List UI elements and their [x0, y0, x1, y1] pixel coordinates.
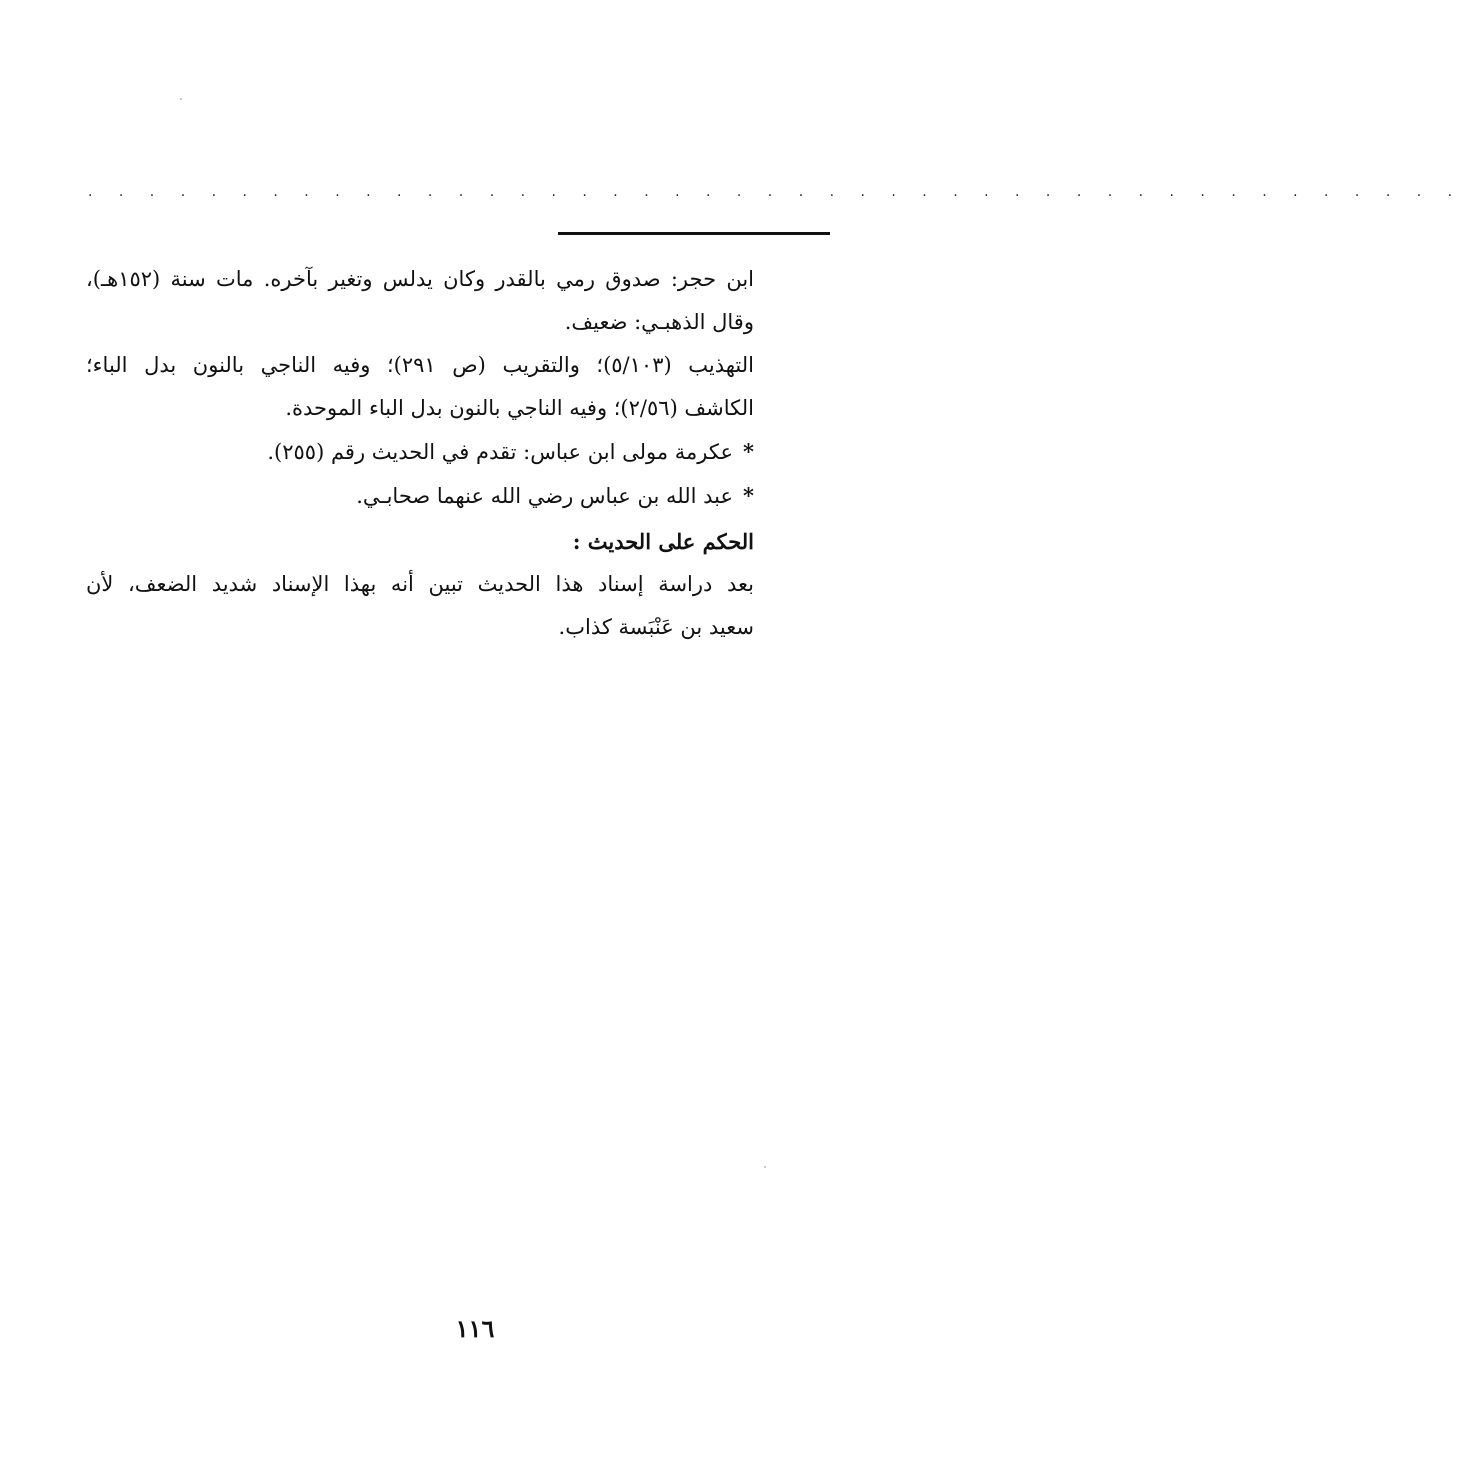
footnote-line-4: الكاشف (٢/٥٦)؛ وفيه الناجي بالنون بدل الباء الموحدة.: [285, 396, 754, 420]
asterisk-icon: *: [743, 483, 754, 508]
ruling-line-2: سعيد بن عَنْبَسة كذاب.: [558, 615, 754, 639]
narrator-text: عبد الله بن عباس رضي الله عنهما صحابـي.: [356, 484, 734, 508]
narrator-item: [86, 430, 754, 474]
ruling-heading: الحكم على الحديث :: [572, 529, 754, 554]
dotted-separator: . . . . . . . . . . . . . . . . . . . . . . . . . . . . . . . . . . . . . . . . . . . . .: [88, 184, 1463, 200]
narrator-item: [86, 474, 754, 518]
ruling-line-1: بعد دراسة إسناد هذا الحديث تبين أنه بهذا الإسناد شديد الضعف، لأن: [86, 572, 754, 596]
footnote-line-1: ابن حجر: صدوق رمي بالقدر وكان يدلس وتغير بآخره. مات سنة (١٥٢هـ)،: [86, 267, 754, 291]
footnote-line-2: وقال الذهبـي: ضعيف.: [564, 310, 754, 334]
asterisk-icon: *: [743, 439, 754, 464]
footnote-rule: [558, 232, 830, 235]
scan-speck: [764, 1166, 766, 1168]
page-body: [86, 258, 754, 649]
narrator-text: عكرمة مولى ابن عباس: تقدم في الحديث رقم (٢٥٥).: [267, 440, 734, 464]
scan-speck: [180, 98, 182, 100]
page-number: ١١٦: [455, 1314, 495, 1343]
footnote-line-3: التهذيب (٥/١٠٣)؛ والتقريب (ص ٢٩١)؛ وفيه الناجي بالنون بدل الباء؛: [86, 353, 754, 377]
